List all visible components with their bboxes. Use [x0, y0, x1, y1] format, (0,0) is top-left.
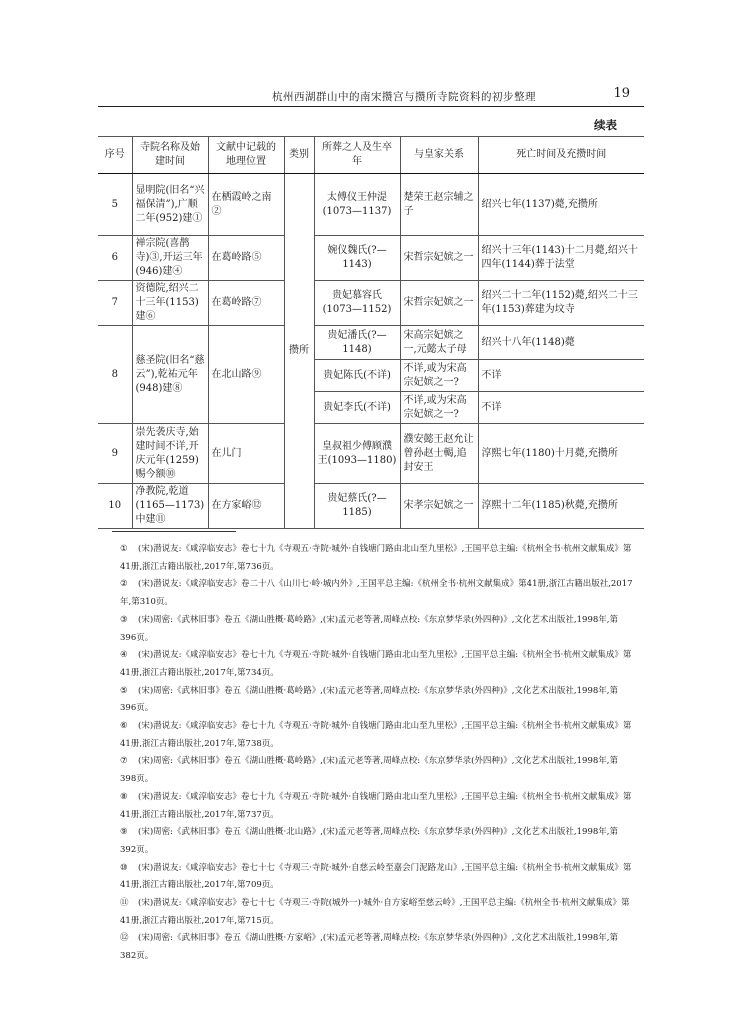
footnote-marker: ③: [120, 614, 128, 625]
relation-cell: 宋哲宗妃嫔之一: [400, 236, 478, 281]
col-header-relation: 与皇家关系: [400, 137, 478, 174]
footnote: [120, 930, 634, 965]
col-header-death: 死亡时间及充攒时间: [478, 137, 644, 174]
table-row: [98, 484, 644, 529]
location-cell: 在北山路⑨: [208, 326, 284, 424]
table-row: [98, 424, 644, 484]
table-row: [98, 174, 644, 236]
footnote-text: (宋)潜说友:《咸淳临安志》卷二十八《山川七·岭·城内外》,王国平总主编:《杭州全书·杭州文献集成》第41册,浙江古籍出版社,2017年,第310页。: [120, 579, 633, 608]
death-cell: 绍兴二十二年(1152)薨,绍兴二十三年(1153)葬建为坟寺: [478, 281, 644, 326]
location-cell: 在方家峪⑫: [208, 484, 284, 529]
footnote-marker: ④: [120, 650, 128, 661]
person-cell: 皇叔祖少傅顾濮王(1093—1180): [314, 424, 400, 484]
footnote: [120, 860, 634, 895]
death-cell: 淳熙十二年(1185)秋薨,充攒所: [478, 484, 644, 529]
footnote: [120, 647, 634, 682]
death-cell: 不详: [478, 392, 644, 424]
temple-table: [98, 136, 644, 529]
page-number: 19: [613, 86, 630, 101]
footnote-text: (宋)潜说友:《咸淳临安志》卷七十九《寺观五·寺院·城外·自钱塘门路由北山至九里松》,王国平总主编:《杭州全书·杭州文献集成》第41册,浙江古籍出版社,2017年,第738页。: [120, 721, 632, 749]
death-cell: 不详: [478, 360, 644, 392]
footnote-text: (宋)潜说友:《咸淳临安志》卷七十九《寺观五·寺院·城外·自钱塘门路由北山至九里松》,王国平总主编:《杭州全书·杭州文献集成》第41册,浙江古籍出版社,2017年,第734页。: [120, 650, 632, 678]
location-cell: 在葛岭路⑤: [208, 236, 284, 281]
footnote: [120, 895, 634, 930]
category-cell: 攒所: [284, 174, 314, 529]
person-cell: 贵妃潘氏(?—1148): [314, 326, 400, 360]
footnote-marker: ⑥: [120, 721, 128, 732]
col-header-category: 类别: [284, 137, 314, 174]
footnote-marker: ⑫: [120, 933, 129, 944]
temple-cell: 慈圣院(旧名“慈云”),乾祐元年(948)建⑧: [132, 326, 208, 424]
person-cell: 贵妃慕容氏(1073—1152): [314, 281, 400, 326]
footnote-marker: ⑤: [120, 685, 128, 696]
death-cell: 绍兴十八年(1148)薨: [478, 326, 644, 360]
footnote-marker: ①: [120, 544, 128, 554]
running-header: [98, 86, 644, 107]
person-cell: 贵妃蔡氏(?—1185): [314, 484, 400, 529]
temple-cell: 显明院(旧名“兴福保清”),广顺二年(952)建①: [132, 174, 208, 236]
table-row: [98, 281, 644, 326]
temple-cell: 崇先袭庆寺,始建时间不详,开庆元年(1259)赐今额⑩: [132, 424, 208, 484]
footnote-text: (宋)潜说友:《咸淳临安志》卷七十九《寺观五·寺院·城外·自钱塘门路由北山至九里松》,王国平总主编:《杭州全书·杭州文献集成》第41册,浙江古籍出版社,2017年,第737页。: [120, 791, 632, 820]
footnote-text: (宋)潜说友:《咸淳临安志》卷七十九《寺观五·寺院·城外·自钱塘门路由北山至九里松》,王国平总主编:《杭州全书·杭州文献集成》第41册,浙江古籍出版社,2017年,第736页。: [120, 544, 632, 572]
footnotes: [120, 541, 634, 966]
col-header-no: 序号: [98, 137, 132, 174]
row-number: 7: [98, 281, 132, 326]
person-cell: 贵妃陈氏(不详): [314, 360, 400, 392]
footnote-text: (宋)潜说友:《咸淳临安志》卷七十七《寺观三·寺院(城外一)·城外·自方家峪至慈云岭》,王国平总主编:《杭州全书·杭州文献集成》第41册,浙江古籍出版社,2017年,第715页。: [120, 898, 630, 926]
relation-cell: 楚荣王赵宗辅之子: [400, 174, 478, 236]
footnote-marker: ⑪: [120, 898, 129, 909]
person-cell: 太傅仪王仲湜(1073—1137): [314, 174, 400, 236]
footnote: [120, 718, 634, 753]
temple-cell: 净教院,乾道(1165—1173)中建⑪: [132, 484, 208, 529]
relation-cell: 宋哲宗妃嫔之一: [400, 281, 478, 326]
footnote-text: (宋)周密:《武林旧事》卷五《湖山胜概·葛岭路》,(宋)孟元老等著,周峰点校:《东京梦华录(外四种)》,文化艺术出版社,1998年,第398页。: [120, 756, 618, 785]
footnote-marker: ②: [120, 579, 128, 590]
footnote-text: (宋)周密:《武林旧事》卷五《湖山胜概·葛岭路》,(宋)孟元老等著,周峰点校:《东京梦华录(外四种)》,文化艺术出版社,1998年,第396页。: [120, 685, 618, 714]
death-cell: 绍兴七年(1137)薨,充攒所: [478, 174, 644, 236]
footnote-text: (宋)周密:《武林旧事》卷五《湖山胜概·葛岭路》,(宋)孟元老等著,周峰点校:《东京梦华录(外四种)》,文化艺术出版社,1998年,第396页。: [120, 614, 618, 643]
footnote-text: (宋)周密:《武林旧事》卷五《湖山胜概·北山路》,(宋)孟元老等著,周峰点校:《东京梦华录(外四种)》,文化艺术出版社,1998年,第392页。: [120, 827, 618, 855]
relation-cell: 不详,或为宋高宗妃嫔之一?: [400, 392, 478, 424]
footnote-text: (宋)周密:《武林旧事》卷五《湖山胜概·方家峪》,(宋)孟元老等著,周峰点校:《东京梦华录(外四种)》,文化艺术出版社,1998年,第382页。: [120, 933, 618, 962]
temple-cell: 禅宗院(喜鹊寺)③,开运三年(946)建④: [132, 236, 208, 281]
footnote-text: (宋)潜说友:《咸淳临安志》卷七十七《寺观三·寺院·城外·自慈云岭至嘉会门泥路龙山》,王国平总主编:《杭州全书·杭州文献集成》第41册,浙江古籍出版社,2017年,第709页。: [120, 862, 632, 891]
footnote: [120, 576, 634, 611]
person-cell: 婉仪魏氏(?—1143): [314, 236, 400, 281]
row-number: 8: [98, 326, 132, 424]
col-header-temple: 寺院名称及始建时间: [132, 137, 208, 174]
footnote-marker: ⑨: [120, 827, 128, 838]
relation-cell: 不详,或为宋高宗妃嫔之一?: [400, 360, 478, 392]
row-number: 9: [98, 424, 132, 484]
col-header-person: 所葬之人及生卒年: [314, 137, 400, 174]
row-number: 10: [98, 484, 132, 529]
temple-cell: 资德院,绍兴二十三年(1153)建⑥: [132, 281, 208, 326]
row-number: 5: [98, 174, 132, 236]
footnote-marker: ⑧: [120, 791, 128, 802]
location-cell: 在栖霞岭之南②: [208, 174, 284, 236]
col-header-location: 文献中记载的地理位置: [208, 137, 284, 174]
table-header-row: [98, 137, 644, 174]
footnote-marker: ⑦: [120, 756, 128, 767]
footnote-divider: [112, 531, 236, 532]
table-row: [98, 236, 644, 281]
table-row: [98, 326, 644, 360]
footnote: [120, 612, 634, 647]
location-cell: 在儿门: [208, 424, 284, 484]
person-cell: 贵妃李氏(不详): [314, 392, 400, 424]
footnote: [120, 824, 634, 859]
death-cell: 绍兴十三年(1143)十二月薨,绍兴十四年(1144)葬于法堂: [478, 236, 644, 281]
row-number: 6: [98, 236, 132, 281]
relation-cell: 宋孝宗妃嫔之一: [400, 484, 478, 529]
continued-label: 续表: [594, 118, 617, 132]
footnote-marker: ⑩: [120, 862, 128, 873]
relation-cell: 濮安懿王赵允让曾孙赵士輵,追封安王: [400, 424, 478, 484]
location-cell: 在葛岭路⑦: [208, 281, 284, 326]
death-cell: 淳熙七年(1180)十月薨,充攒所: [478, 424, 644, 484]
footnote: [120, 541, 634, 576]
footnote: [120, 789, 634, 824]
running-title: 杭州西湖群山中的南宋攒宫与攒所寺院资料的初步整理: [272, 91, 536, 103]
relation-cell: 宋高宗妃嫔之一,元懿太子母: [400, 326, 478, 360]
footnote: [120, 683, 634, 718]
footnote: [120, 753, 634, 788]
